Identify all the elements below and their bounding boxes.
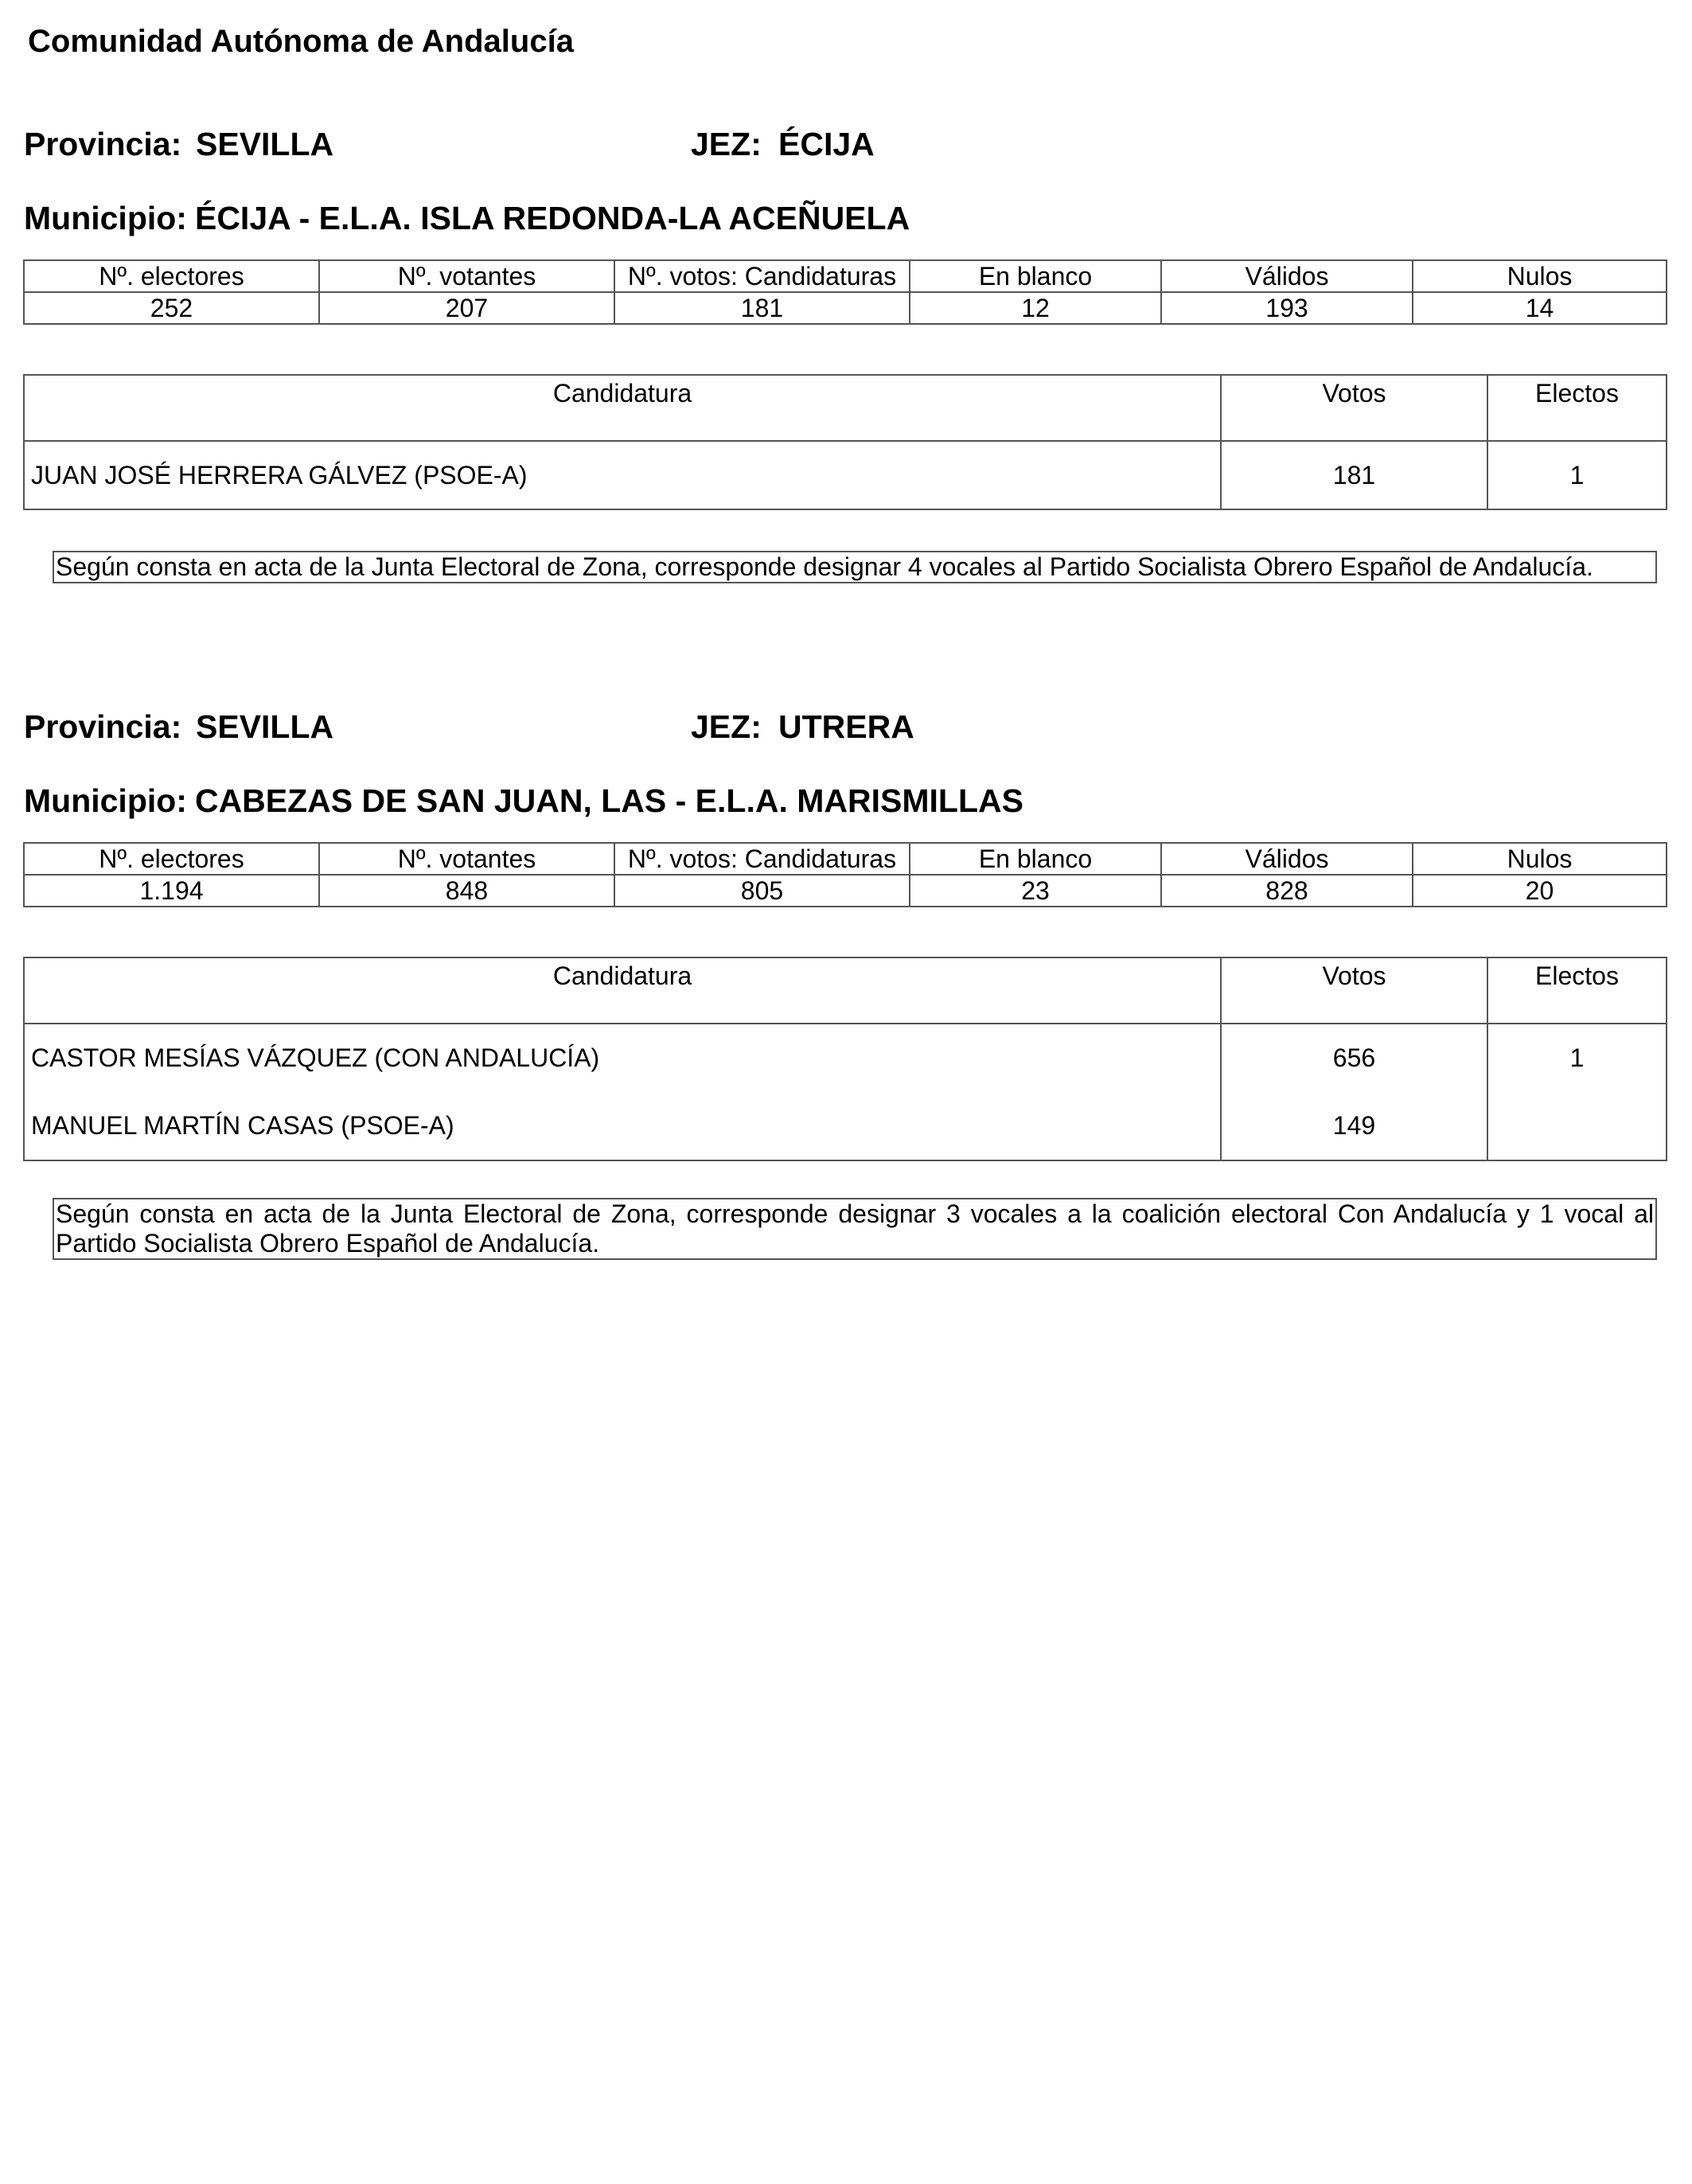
stats-value-cell: 252 xyxy=(24,292,319,324)
table-row xyxy=(24,1024,1667,1091)
designation-note: Según consta en acta de la Junta Electoral de Zona, corresponde designar 4 vocales al Partido Socialista Obrero Español de Andalucía. xyxy=(53,551,1657,583)
votos-header: Votos xyxy=(1221,957,1487,1024)
stats-header-cell: Nº. votantes xyxy=(319,843,614,875)
designation-note: Según consta en acta de la Junta Electoral de Zona, corresponde designar 3 vocales a la coalición electoral Con Andalucía y 1 vocal al Partido Socialista Obrero Español de Andalucía. xyxy=(53,1198,1657,1260)
candidatura-header: Candidatura xyxy=(24,375,1221,441)
candidate-name: JUAN JOSÉ HERRERA GÁLVEZ (PSOE-A) xyxy=(24,441,1221,509)
stats-value-cell: 14 xyxy=(1413,292,1667,324)
stats-header-cell: Nº. electores xyxy=(24,843,319,875)
stats-header-cell: Nº. votos: Candidaturas xyxy=(614,843,910,875)
candidate-votos: 149 xyxy=(1221,1091,1487,1160)
provincia-label: Provincia: xyxy=(24,708,182,745)
jez-label: JEZ: xyxy=(691,708,762,745)
candidates-table xyxy=(23,957,1667,1161)
provincia-label: Provincia: xyxy=(24,126,182,162)
stats-value-cell: 207 xyxy=(319,292,614,324)
stats-table xyxy=(23,842,1667,907)
candidates-header-row xyxy=(24,375,1667,441)
stats-table xyxy=(23,259,1667,325)
stats-header-cell: En blanco xyxy=(910,843,1161,875)
candidates-header-row xyxy=(24,957,1667,1024)
stats-header-cell: Nº. votantes xyxy=(319,260,614,292)
electos-header: Electos xyxy=(1487,957,1667,1024)
municipio-value: CABEZAS DE SAN JUAN, LAS - E.L.A. MARISMILLAS xyxy=(194,782,1023,819)
electos-header: Electos xyxy=(1487,375,1667,441)
stats-header-cell: Nulos xyxy=(1413,843,1667,875)
stats-value-cell: 828 xyxy=(1161,875,1413,907)
municipio-line xyxy=(24,780,1023,821)
candidates-table xyxy=(23,374,1667,510)
municipio-label: Municipio: xyxy=(24,200,187,236)
candidate-name: CASTOR MESÍAS VÁZQUEZ (CON ANDALUCÍA) xyxy=(24,1024,1221,1091)
stats-value-cell: 23 xyxy=(910,875,1161,907)
stats-header-cell: Nulos xyxy=(1413,260,1667,292)
provincia-value: SEVILLA xyxy=(196,126,334,162)
stats-value-row xyxy=(24,875,1667,907)
table-row xyxy=(24,1091,1667,1160)
region-title: Comunidad Autónoma de Andalucía xyxy=(28,24,574,59)
candidate-votos: 181 xyxy=(1221,441,1487,509)
stats-value-row xyxy=(24,292,1667,324)
stats-header-row xyxy=(24,843,1667,875)
candidatura-header: Candidatura xyxy=(24,957,1221,1024)
municipio-label: Municipio: xyxy=(24,782,187,819)
candidate-votos: 656 xyxy=(1221,1024,1487,1091)
stats-header-row xyxy=(24,260,1667,292)
stats-header-cell: Nº. electores xyxy=(24,260,319,292)
stats-value-cell: 20 xyxy=(1413,875,1667,907)
jez-value: ÉCIJA xyxy=(778,126,875,162)
province-line xyxy=(24,706,1655,747)
stats-header-cell: Válidos xyxy=(1161,260,1413,292)
candidate-electos xyxy=(1487,1091,1667,1160)
stats-value-cell: 1.194 xyxy=(24,875,319,907)
municipio-value: ÉCIJA - E.L.A. ISLA REDONDA-LA ACEÑUELA xyxy=(194,200,910,236)
stats-value-cell: 181 xyxy=(614,292,910,324)
stats-value-cell: 12 xyxy=(910,292,1161,324)
votos-header: Votos xyxy=(1221,375,1487,441)
candidate-name: MANUEL MARTÍN CASAS (PSOE-A) xyxy=(24,1091,1221,1160)
table-row xyxy=(24,441,1667,509)
stats-value-cell: 805 xyxy=(614,875,910,907)
stats-header-cell: En blanco xyxy=(910,260,1161,292)
jez-value: UTRERA xyxy=(778,708,914,745)
candidate-electos: 1 xyxy=(1487,441,1667,509)
stats-header-cell: Nº. votos: Candidaturas xyxy=(614,260,910,292)
stats-value-cell: 193 xyxy=(1161,292,1413,324)
stats-header-cell: Válidos xyxy=(1161,843,1413,875)
stats-value-cell: 848 xyxy=(319,875,614,907)
municipio-line xyxy=(24,197,910,239)
province-line xyxy=(24,123,1655,165)
provincia-value: SEVILLA xyxy=(196,708,334,745)
jez-label: JEZ: xyxy=(691,126,762,162)
candidate-electos: 1 xyxy=(1487,1024,1667,1091)
